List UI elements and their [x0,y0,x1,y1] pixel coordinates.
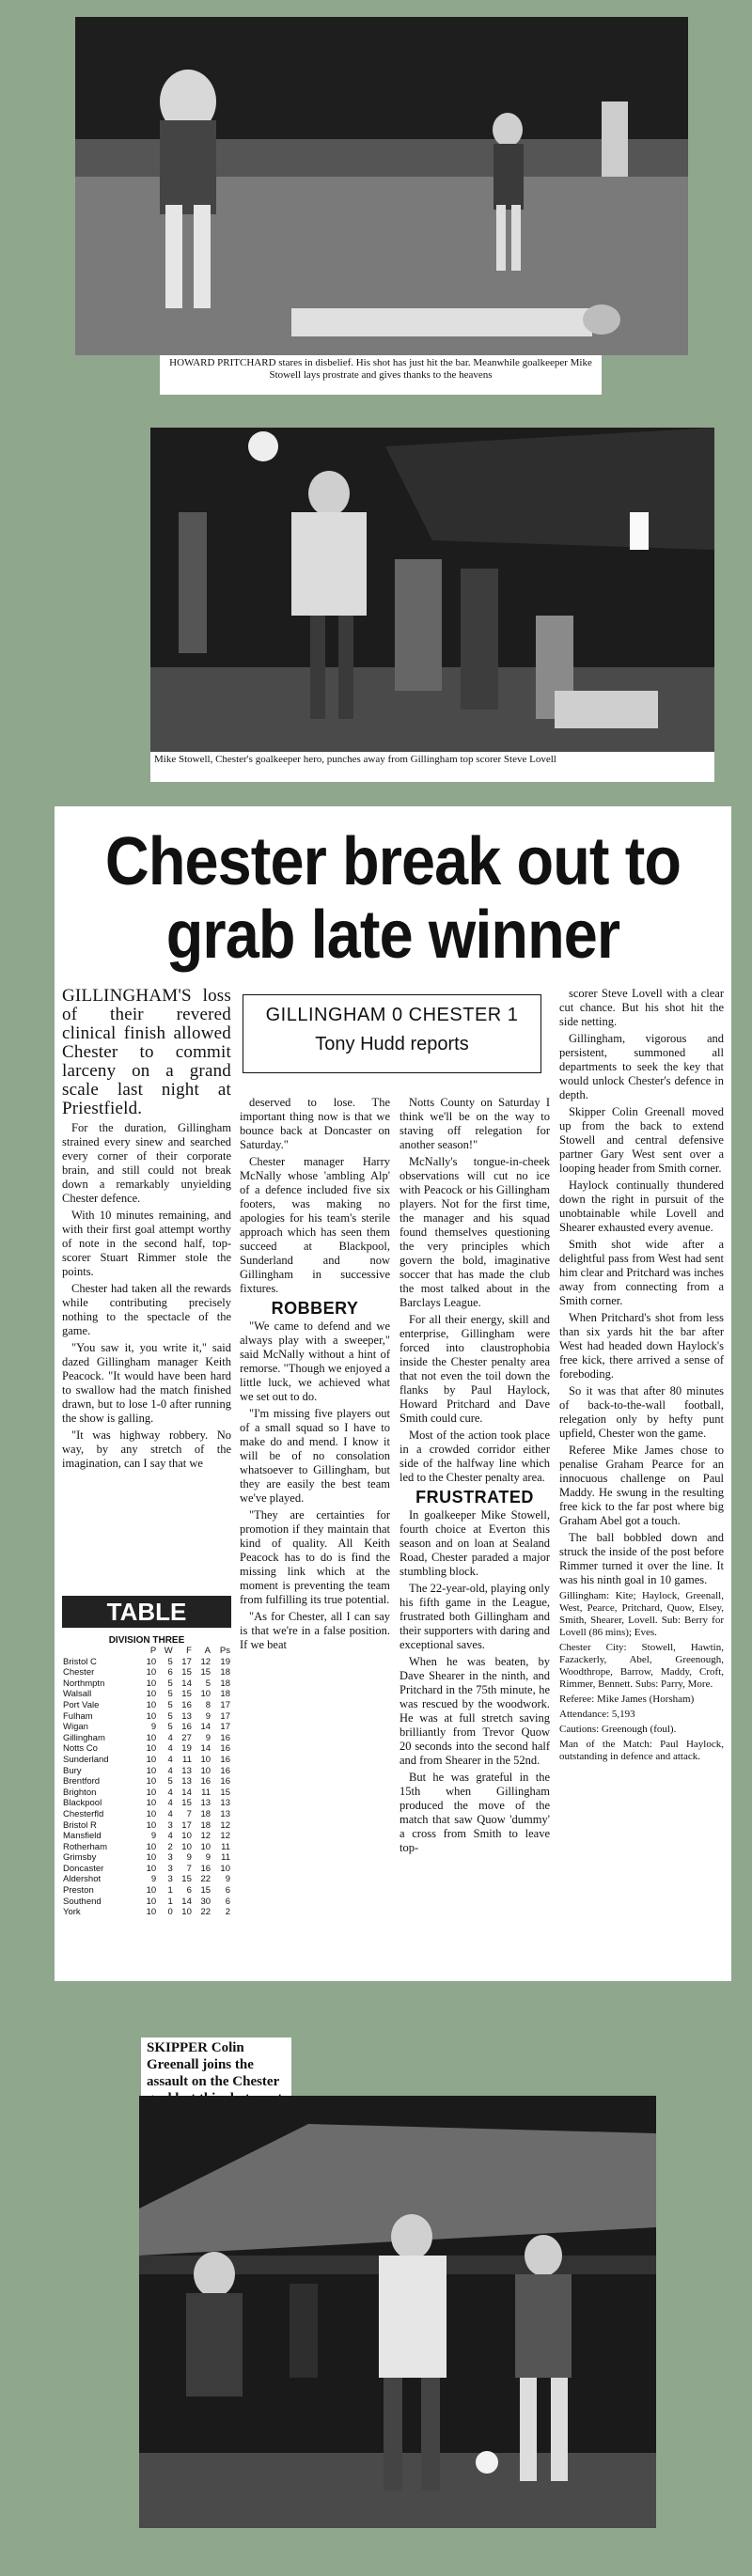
league-stat: 15 [200,1885,212,1897]
league-stat: 27 [181,1732,192,1743]
article [55,806,731,1981]
photo2-image [150,428,714,752]
league-stat: 10 [146,1754,157,1765]
league-stat: 22 [200,1907,212,1918]
league-stat: 16 [181,1699,192,1710]
league-team-name: Southend [63,1896,102,1907]
paragraph: The 22-year-old, playing only his fifth game in the League, frustrated both Gillingham and their supporters with daring and exceptional saves. [400,1582,550,1651]
league-stat: 16 [220,1732,230,1743]
league-stat: 1 [167,1896,173,1907]
league-stat: 9 [150,1722,157,1733]
league-column-header: W [164,1646,173,1656]
league-stat: 9 [205,1732,212,1743]
league-stat: 17 [220,1699,230,1710]
league-row [62,1755,231,1766]
league-stat: 10 [181,1831,192,1842]
league-stat: 10 [146,1819,157,1831]
league-row [62,1809,231,1820]
league-row [62,1722,231,1733]
league-table-grid [62,1646,231,1918]
paragraph: scorer Steve Lovell with a clear cut chance. But his shot hit the side netting. [559,987,724,1028]
league-stat: 15 [181,1689,192,1700]
league-row [62,1766,231,1777]
league-stat: 13 [220,1798,230,1809]
league-stat: 4 [167,1798,173,1809]
paragraph: Chester manager Harry McNally whose 'ambling Alp' of a defence included five six footers, was making no apologies for his team's sterile approach which has seen them succeed at Blackpool, Sunderland and now Gillingham in successive fixtures. [240,1155,390,1295]
league-stat: 10 [146,1787,157,1798]
league-stat: 10 [200,1754,212,1765]
photo-pritchard-hits-bar [75,17,688,355]
league-row [62,1831,231,1842]
league-team-name: Sunderland [63,1754,109,1765]
table-heading: TABLE [62,1596,231,1628]
chester-lineup: Chester City: Stowell, Hawtin, Fazackerly, Abel, Greenough, Woodthrope, Barrow, Maddy, Croft, Rimmer, Bennett. Subs: Parry, More. [559,1642,724,1690]
league-stat: 10 [200,1765,212,1776]
cautions: Cautions: Greenough (foul). [559,1724,677,1735]
league-stat: 19 [181,1743,192,1755]
league-team-name: Port Vale [63,1699,100,1710]
league-team-name: Bristol R [63,1819,97,1831]
attendance: Attendance: 5,193 [559,1709,635,1720]
league-stat: 1 [167,1885,173,1897]
league-team-name: Bury [63,1765,82,1776]
paragraph: With 10 minutes remaining, and with their first goal attempt worthy of note in the second half, top-scorer Stuart Rimmer stole the points. [62,1209,231,1278]
paragraph: Gillingham, vigorous and persistent, summoned all departments to seek the key that would unlock Chester's defence in depth. [559,1032,724,1101]
league-stat: 4 [167,1765,173,1776]
league-team-name: Doncaster [63,1863,104,1874]
league-stat: 5 [167,1710,173,1722]
league-stat: 12 [200,1656,212,1667]
paragraph: When he was beaten, by Dave Shearer in the ninth, and Pritchard in the 75th minute, he was rescued by the woodwork. He was at full stretch saving brilliantly from Trevor Quow 20 seconds into the second half and from Shearer in the 52nd. [400,1655,550,1767]
paragraph: Haylock continually thundered down the right in pursuit of the unobtainable while Lovell and Shearer exhausted every avenue. [559,1179,724,1234]
paragraph: Most of the action took place in a crowded corridor either side of the halfway line which led to the Chester penalty area. [400,1429,550,1484]
league-stat: 14 [200,1722,212,1733]
league-row [62,1885,231,1897]
league-team-name: Bristol C [63,1656,97,1667]
league-stat: 10 [181,1907,192,1918]
league-row [62,1689,231,1700]
team-lineups [559,1590,724,1763]
article-column-3 [400,1096,550,1858]
league-stat: 10 [146,1907,157,1918]
league-stat: 15 [181,1667,192,1678]
paragraph: The ball bobbled down and struck the inside of the post before Rimmer turned it over the line. It was his ninth goal in 10 games. [559,1531,724,1586]
league-stat: 12 [220,1819,230,1831]
paragraph: When Pritchard's shot from less than six yards hit the bar after West had headed down Haylock's free kick, there arrived a sense of foreboding. [559,1311,724,1381]
league-stat: 9 [225,1874,230,1885]
league-row [62,1864,231,1875]
league-stat: 10 [146,1808,157,1819]
league-row [62,1711,231,1723]
league-row [62,1852,231,1864]
paragraph: Referee Mike James chose to penalise Graham Pearce for an innocuous challenge on Paul Maddy. He swung in the resulting free kick to the far post where big Graham Abel got a touch. [559,1444,724,1527]
league-stat: 11 [201,1787,212,1798]
league-stat: 9 [150,1874,157,1885]
league-stat: 14 [181,1896,192,1907]
league-stat: 3 [167,1852,173,1864]
league-stat: 16 [220,1765,230,1776]
league-stat: 16 [200,1863,212,1874]
league-stat: 13 [181,1765,192,1776]
photo3-image [139,2096,656,2528]
league-stat: 2 [225,1907,230,1918]
league-stat: 18 [220,1689,230,1700]
league-stat: 10 [146,1710,157,1722]
skipper-caption-text: SKIPPER Colin Greenall joins the assault on the Chester [147,2040,279,2089]
byline: Tony Hudd reports [315,1034,469,1054]
league-stat: 15 [200,1667,212,1678]
league-stat: 10 [146,1798,157,1809]
league-stat: 3 [167,1874,173,1885]
league-stat: 5 [167,1689,173,1700]
league-stat: 10 [146,1667,157,1678]
league-stat: 4 [167,1808,173,1819]
league-team-name: Aldershot [63,1874,102,1885]
league-stat: 6 [225,1896,230,1907]
article-column-2 [240,1096,390,1655]
league-stat: 11 [182,1754,192,1765]
league-stat: 3 [167,1819,173,1831]
photo1-caption-text: HOWARD PRITCHARD stares in disbelief. His shot has just hit the bar. Meanwhile goalkeeper Mike Stowell lays prostrate and gives thanks to the heavens [169,357,592,381]
league-team-name: York [63,1907,81,1918]
league-stat: 4 [167,1732,173,1743]
paragraph: McNally's tongue-in-cheek observations will cut no ice with Peacock or his Gillingham players. Not for the first time, the manager and his squad found themselves questioning the very principles which govern the bold, imaginative soccer that has made the club the most talked about in the Barclays League. [400,1155,550,1309]
league-stat: 9 [186,1852,192,1864]
paragraph: Chester had taken all the rewards while contributing precisely nothing to the spectacle of the game. [62,1282,231,1337]
league-stat: 10 [146,1852,157,1864]
paragraph: "As for Chester, all I can say is that we're in a false position. If we beat [240,1610,390,1651]
league-team-name: Preston [63,1885,94,1897]
paragraph: Skipper Colin Greenall moved up from the back to extend Stowell and central defensive partner Gary West sent over a looping header from Smith corner. [559,1105,724,1175]
league-stat: 16 [181,1722,192,1733]
league-stat: 10 [181,1841,192,1852]
league-team-name: Brentford [63,1776,101,1788]
league-stat: 10 [146,1678,157,1689]
league-stat: 7 [186,1863,192,1874]
league-stat: 5 [167,1656,173,1667]
league-stat: 14 [181,1678,192,1689]
league-row [62,1776,231,1788]
league-stat: 22 [200,1874,212,1885]
league-stat: 6 [167,1667,173,1678]
paragraph: So it was that after 80 minutes of back-to-the-wall football, relegation only by hefty punt upfield, Chester won the game. [559,1384,724,1440]
league-stat: 13 [220,1808,230,1819]
league-stat: 11 [221,1841,230,1852]
article-column-4 [559,987,724,1766]
paragraph: For the duration, Gillingham strained every sinew and searched every corner of their corporate brain, and still could not break down a remarkably unyielding Chester defence. [62,1121,231,1205]
league-stat: 3 [167,1863,173,1874]
league-division-title: DIVISION THREE [108,1635,185,1646]
league-team-name: Gillingham [63,1732,105,1743]
league-stat: 18 [220,1667,230,1678]
league-stat: 4 [167,1831,173,1842]
league-stat: 15 [220,1787,230,1798]
league-row [62,1820,231,1832]
article-column-1 [62,987,231,1474]
league-stat: 10 [146,1732,157,1743]
league-stat: 10 [146,1689,157,1700]
league-stat: 8 [205,1699,212,1710]
league-stat: 18 [200,1808,212,1819]
league-stat: 13 [181,1710,192,1722]
league-stat: 5 [167,1722,173,1733]
league-stat: 16 [220,1754,230,1765]
league-team-name: Fulham [63,1710,93,1722]
league-column-header: P [149,1646,157,1656]
league-team-name: Chester [63,1667,95,1678]
league-stat: 9 [205,1710,212,1722]
photo-greenall-shot [139,2096,656,2528]
league-team-name: Mansfield [63,1831,102,1842]
league-stat: 16 [220,1776,230,1788]
league-stat: 15 [181,1798,192,1809]
league-stat: 5 [167,1678,173,1689]
league-row [62,1678,231,1690]
league-stat: 13 [181,1776,192,1788]
league-stat: 14 [181,1787,192,1798]
league-team-name: Wigan [63,1722,88,1733]
league-row [62,1788,231,1799]
league-stat: 10 [146,1896,157,1907]
league-stat: 17 [220,1722,230,1733]
league-row [62,1897,231,1908]
paragraph: "I'm missing five players out of a small squad so I have to make do and mend. I know it will be of no consolation whatsoever to Gillingham, but they are easily the best team we've played. [240,1407,390,1505]
paragraph: "We came to defend and we always play with a sweeper," said McNally without a hint of remorse. "Though we enjoyed a little luck, we achieved what we set out to do. [240,1319,390,1403]
photo2-caption [150,752,714,782]
paragraph: Smith shot wide after a delightful pass from West had sent him clear and Pritchard was inches away from connecting from a Smith corner. [559,1238,724,1307]
paragraph: But he was grateful in the 15th when Gillingham produced the move of the match that saw Quow 'dummy' a cross from Smith to leave top- [400,1771,550,1854]
paragraph: "You saw it, you write it," said dazed Gillingham manager Keith Peacock. "It would have been hard to swallow had the match finished drawn, but to lose 1-0 after running the show is galling. [62,1341,231,1425]
league-stat: 10 [146,1885,157,1897]
photo1-caption [160,355,602,395]
paragraph: deserved to lose. The important thing now is that we bounce back at Doncaster on Saturday." [240,1096,390,1151]
league-stat: 18 [220,1678,230,1689]
subheading-robbery: ROBBERY [271,1299,359,1318]
league-stat: 17 [220,1710,230,1722]
league-stat: 6 [186,1885,192,1897]
gillingham-lineup: Gillingham: Kite; Haylock, Greenall, West, Pearce, Pritchard, Quow, Elsey, Smith, Shearer, Lovell. Sub: Berry for Lovell (86 mins); Eves. [559,1590,724,1638]
league-stat: 11 [221,1852,230,1864]
league-team-name: Chesterfld [63,1808,104,1819]
score-box [243,994,541,1073]
league-stat: 10 [200,1841,212,1852]
league-row [62,1842,231,1853]
league-row [62,1733,231,1744]
league-column-header [62,1646,138,1657]
league-stat: 15 [181,1874,192,1885]
league-column-header: F [186,1646,192,1656]
headline: Chester break out to grab late winner [104,824,682,973]
league-stat: 14 [200,1743,212,1755]
league-stat: 4 [167,1754,173,1765]
league-stat: 30 [200,1896,212,1907]
league-stat: 9 [150,1831,157,1842]
match-score: GILLINGHAM 0 CHESTER 1 [265,1005,519,1025]
league-stat: 10 [200,1689,212,1700]
league-stat: 12 [220,1831,230,1842]
league-team-name: Northmptn [63,1678,105,1689]
league-stat: 10 [146,1656,157,1667]
photo2-caption-text: Mike Stowell, Chester's goalkeeper hero, punches away from Gillingham top scorer Steve Lovell [154,754,556,765]
league-table [62,1635,231,1918]
paragraph: "It was highway robbery. No way, by any stretch of the imagination, can I say that we [62,1429,231,1470]
league-row [62,1907,231,1918]
league-stat: 10 [146,1699,157,1710]
league-row [62,1798,231,1809]
league-stat: 10 [146,1776,157,1788]
paragraph: In goalkeeper Mike Stowell, fourth choice at Everton this season and on loan at Sealand Road, Chester paraded a major stumbling block. [400,1508,550,1578]
league-stat: 4 [167,1787,173,1798]
league-stat: 6 [225,1885,230,1897]
league-row [62,1657,231,1668]
league-team-name: Grimsby [63,1852,97,1864]
league-row [62,1874,231,1885]
league-stat: 10 [146,1765,157,1776]
paragraph: For all their energy, skill and enterprise, Gillingham were forced into claustrophobia inside the Chester penalty area that not even the toil down the flanks by Paul Haylock, Howard Pritchard and Dave Smith could cure. [400,1313,550,1425]
league-stat: 17 [181,1819,192,1831]
league-stat: 4 [167,1743,173,1755]
league-stat: 10 [146,1743,157,1755]
photo-stowell-punch [150,428,714,752]
referee: Referee: Mike James (Horsham) [559,1694,695,1705]
league-stat: 10 [146,1841,157,1852]
league-stat: 7 [186,1808,192,1819]
lead-paragraph: GILLINGHAM'S loss of their revered clinical finish allowed Chester to commit larceny on a grand scale last night at Priestfield. [62,986,231,1118]
league-stat: 9 [205,1852,212,1864]
league-stat: 16 [220,1743,230,1755]
photo1-image [75,17,688,355]
league-column-header: A [204,1646,212,1656]
league-team-name: Notts Co [63,1743,98,1755]
subheading-frustrated: FRUSTRATED [415,1488,534,1507]
league-stat: 5 [167,1699,173,1710]
league-stat: 17 [181,1656,192,1667]
league-stat: 5 [167,1776,173,1788]
league-row [62,1667,231,1678]
league-stat: 2 [167,1841,173,1852]
league-row [62,1743,231,1755]
league-team-name: Blackpool [63,1798,102,1809]
league-row [62,1700,231,1711]
league-stat: 0 [167,1907,173,1918]
league-team-name: Brighton [63,1787,97,1798]
league-stat: 10 [220,1863,230,1874]
paragraph: Notts County on Saturday I think we'll be on the way to staving off relegation for another season!" [400,1096,550,1151]
league-stat: 13 [200,1798,212,1809]
paragraph: "They are certainties for promotion if they maintain that kind of quality. All Keith Peacock has to do is find the missing link which at the moment is preventing the team from fulfilling its true potential. [240,1508,390,1606]
league-team-name: Rotherham [63,1841,107,1852]
man-of-the-match: Man of the Match: Paul Haylock, outstanding in defence and attack. [559,1739,724,1762]
league-stat: 10 [146,1863,157,1874]
league-stat: 18 [200,1819,212,1831]
league-stat: 12 [200,1831,212,1842]
league-team-name: Walsall [63,1689,92,1700]
league-stat: 16 [200,1776,212,1788]
league-column-header: Ps [219,1646,230,1656]
league-stat: 19 [220,1656,230,1667]
league-stat: 5 [205,1678,212,1689]
